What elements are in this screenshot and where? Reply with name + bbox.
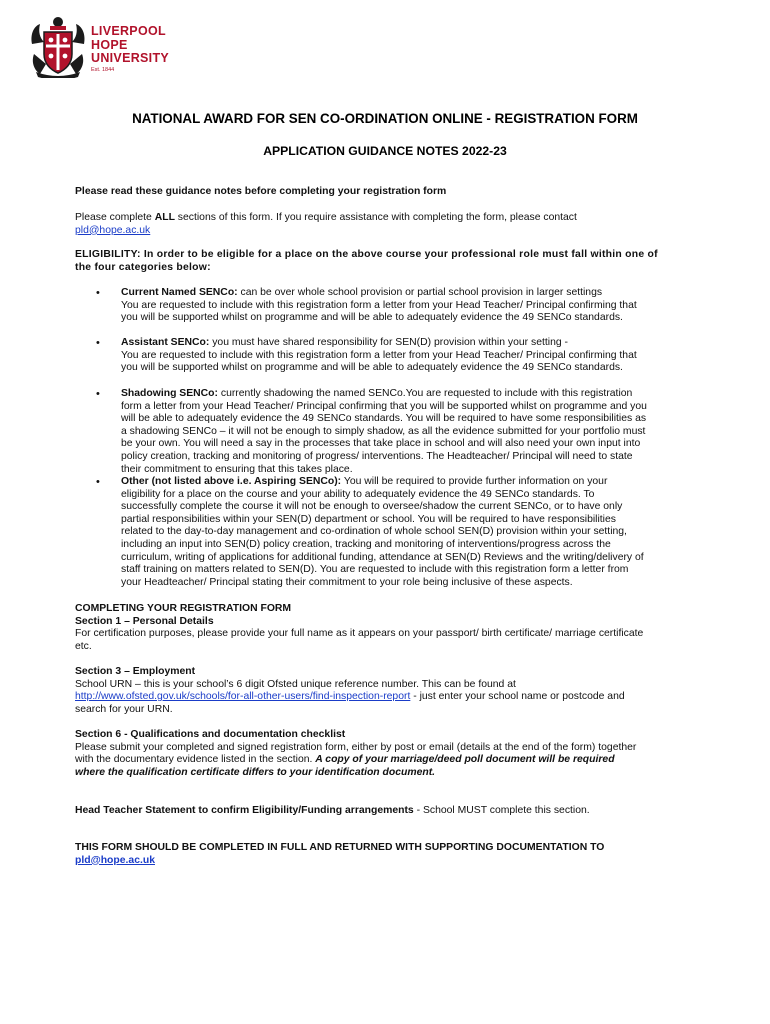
category-current-named-senco: Current Named SENCo: can be over whole school provision or partial school provision in larger settings You are requested to include with this registration form a letter from your Head Teacher/ Principal confirming that you will be supported whilst on programme and will be able to adequately evidence the 49 SENCo standards. bbox=[121, 287, 637, 324]
university-crest-icon bbox=[28, 14, 88, 78]
section-3-block: Section 3 – Employment School URN – this is your school’s 6 digit Ofsted unique reference number. This can be found at http://www.ofsted.gov.uk/schools/for-all-other-users/find-inspection-report - just enter your school name or postcode and search for your URN. bbox=[75, 666, 625, 715]
bullet-icon: • bbox=[96, 388, 100, 400]
category-assistant-senco: Assistant SENCo: you must have shared responsibility for SEN(D) provision within your setting - You are requested to include with this registration form a letter from your Head Teacher/ Principal confirming that you will be supported whilst on programme and will be able to adequately evidence the 49 SENCo standards. bbox=[121, 337, 637, 374]
headteacher-statement: Head Teacher Statement to confirm Eligibility/Funding arrangements - School MUST complete this section. bbox=[75, 805, 590, 816]
category-shadowing-senco: Shadowing SENCo: currently shadowing the named SENCo.You are requested to include with this registration form a letter from your Head Teacher/ Principal confirming that you will be supported whilst on programme and you will be able to adequately evidence the 49 SENCo standards. You will be required to have some responsibilities as a shadowing SENCo – it will not be enough to simply shadow, as all the evidence submitted for your portfolio must be your own. You will need a say in the processes that take place in school and will also need your own input into policy creation, tracking and monitoring of progress/ interventions. The Headteacher/ Principal will need to state their commitment to ensuring that this takes place. bbox=[121, 388, 647, 475]
bullet-icon: • bbox=[96, 476, 100, 488]
category-other-aspiring-senco: Other (not listed above i.e. Aspiring SENCo): You will be required to provide further information on your eligibility for a place on the course and your ability to adequately evidence the 49 SENCo standards. To successfully complete the course it will not be enough to oversee/shadow the current SENCo, or to have only partial responsibilities within your SEN(D) department or school. You will be required to have responsibilities related to the day-to-day management and co-ordination of whole school SEN(D) provision within your setting, including an input into SEN(D) policy creation, tracking and monitoring of interventions/progress across the curriculum, writing of applications for additional funding, attendance at SEN(D) Reviews and the writing/delivery of staff training on matters related to SEN(D). You are requested to include with this registration form a letter from your Headteacher/ Principal stating their commitment to your role being inclusive of these aspects. bbox=[121, 476, 644, 588]
all-emphasis: ALL bbox=[154, 212, 175, 223]
intro-paragraph: Please complete ALL sections of this form. If you require assistance with completing the form, please contact pld@hope.ac.uk bbox=[75, 212, 577, 236]
closing-email-link[interactable]: pld@hope.ac.uk bbox=[75, 854, 155, 866]
intro-heading: Please read these guidance notes before completing your registration form bbox=[75, 186, 447, 197]
bullet-icon: • bbox=[96, 287, 100, 299]
section-6-heading: Section 6 - Qualifications and documentation checklist bbox=[75, 729, 346, 740]
completing-section: COMPLETING YOUR REGISTRATION FORM Section 1 – Personal Details For certification purposes, please provide your full name as it appears on your passport/ birth certificate/ marriage certificate etc. bbox=[75, 603, 644, 652]
ofsted-link[interactable]: http://www.ofsted.gov.uk/schools/for-all-other-users/find-inspection-report bbox=[75, 691, 411, 703]
eligibility-statement: ELIGIBILITY: In order to be eligible for a place on the above course your professional role must fall within one of the four categories below: bbox=[75, 249, 658, 273]
contact-email-link[interactable]: pld@hope.ac.uk bbox=[75, 224, 151, 236]
logo-line-1: LIVERPOOL bbox=[91, 24, 166, 38]
section-6-block: Section 6 - Qualifications and documentation checklist Please submit your completed and signed registration form, either by post or email (details at the end of the form) together with the documentary evidence listed in the section. A copy of your marriage/deed poll document will be required where the qualification certificate differs to your identification document. bbox=[75, 729, 637, 778]
logo-established: Est. 1844 bbox=[91, 67, 115, 73]
logo-line-3: UNIVERSITY bbox=[91, 51, 170, 65]
logo-line-2: HOPE bbox=[91, 37, 128, 52]
bullet-icon: • bbox=[96, 337, 100, 349]
closing-statement: THIS FORM SHOULD BE COMPLETED IN FULL AND RETURNED WITH SUPPORTING DOCUMENTATION TO pld@hope.ac.uk bbox=[75, 842, 605, 866]
section-3-heading: Section 3 – Employment bbox=[75, 666, 196, 677]
page-subtitle: APPLICATION GUIDANCE NOTES 2022-23 bbox=[263, 144, 507, 158]
section-1-heading: Section 1 – Personal Details bbox=[75, 615, 214, 627]
page-title: NATIONAL AWARD FOR SEN CO-ORDINATION ONLINE - REGISTRATION FORM bbox=[132, 111, 638, 126]
university-logo bbox=[28, 14, 178, 80]
completing-heading: COMPLETING YOUR REGISTRATION FORM bbox=[75, 603, 292, 614]
